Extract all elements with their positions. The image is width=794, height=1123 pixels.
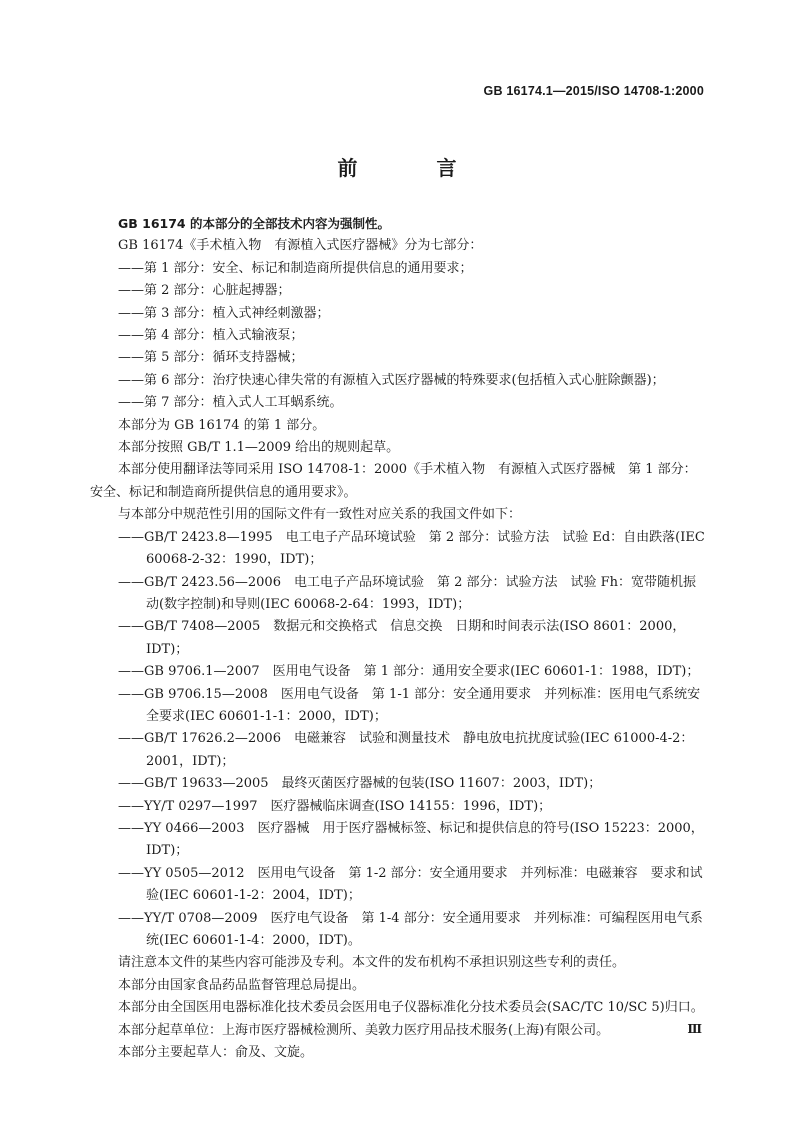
paragraph-proposed-by: 本部分由国家食品药品监督管理总局提出。 [118, 977, 366, 993]
list-item-reference: ——GB/T 7408—2005 数据元和交换格式 信息交换 日期和时间表示法(ISO 8601：2000，IDT)； [118, 619, 686, 657]
paragraph-drafting-rules: 本部分按照 GB/T 1.1—2009 给出的规则起草。 [118, 440, 400, 456]
paragraph-patent-notice: 请注意本文件的某些内容可能涉及专利。本文件的发布机构不承担识别这些专利的责任。 [118, 955, 626, 971]
paragraph-adoption-continued: 安全、标记和制造商所提供信息的通用要求》。 [90, 484, 357, 500]
list-item-part: ——第 3 部分：植入式神经刺激器； [118, 305, 330, 321]
list-item-reference: ——YY/T 0708—2009 医疗电气设备 第 1-4 部分：安全通用要求 并列标准：可编程医用电气系统(IEC 60601-1-4：2000，IDT)。 [118, 910, 703, 948]
paragraph-drafters: 本部分主要起草人：俞及、文旋。 [118, 1045, 314, 1061]
list-item-part: ——第 7 部分：植入式人工耳蜗系统。 [118, 395, 343, 411]
page-number: Ⅲ [687, 1022, 702, 1036]
page-title: 前 言 [337, 156, 493, 180]
list-item-reference: ——GB 9706.15—2008 医用电气设备 第 1-1 部分：安全通用要求 并列标准：医用电气系统安全要求(IEC 60601-1-1：2000，IDT)； [118, 686, 701, 724]
paragraph-references-intro: 与本部分中规范性引用的国际文件有一致性对应关系的我国文件如下： [118, 507, 522, 523]
list-item-reference: ——YY 0505—2012 医用电气设备 第 1-2 部分：安全通用要求 并列标准：电磁兼容 要求和试验(IEC 60601-1-2：2004，IDT)； [118, 865, 703, 904]
list-item-reference: ——GB/T 2423.8—1995 电工电子产品环境试验 第 2 部分：试验方法 试验 Ed：自由跌落(IEC 60068-2-32：1990，IDT)； [118, 529, 705, 568]
standard-code-header: GB 16174.1—2015/ISO 14708-1:2000 [483, 84, 704, 98]
paragraph-centralized-by: 本部分由全国医用电器标准化技术委员会医用电子仪器标准化分技术委员会(SAC/TC 10/SC 5)归口。 [118, 1000, 704, 1016]
list-item-part: ——第 5 部分：循环支持器械； [118, 350, 304, 366]
list-item-reference: ——YY/T 0297—1997 医疗器械临床调查(ISO 14155：1996，IDT)； [118, 798, 552, 814]
paragraph-drafting-units: 本部分起草单位：上海市医疗器械检测所、美敦力医疗用品技术服务(上海)有限公司。 [118, 1022, 610, 1038]
foreword-body [90, 213, 706, 1064]
paragraph-mandatory: GB 16174 的本部分的全部技术内容为强制性。 [118, 216, 390, 231]
list-item-reference: ——GB/T 2423.56—2006 电工电子产品环境试验 第 2 部分：试验方法 试验 Fh：宽带随机振动(数字控制)和导则(IEC 60068-2-64：1993，IDT)； [118, 574, 697, 612]
list-item-reference: ——GB/T 17626.2—2006 电磁兼容 试验和测量技术 静电放电抗扰度试验(IEC 61000-4-2：2001，IDT)； [118, 731, 694, 769]
paragraph-part-number: 本部分为 GB 16174 的第 1 部分。 [118, 417, 326, 433]
list-item-part: ——第 6 部分：治疗快速心律失常的有源植入式医疗器械的特殊要求(包括植入式心脏除颤器)； [118, 372, 665, 388]
list-item-reference: ——YY 0466—2003 医疗器械 用于医疗器械标签、标记和提供信息的符号(ISO 15223：2000，IDT)； [118, 820, 704, 859]
paragraph-parts-intro: GB 16174《手术植入物 有源植入式医疗器械》分为七部分： [118, 238, 483, 254]
list-item-reference: ——GB/T 19633—2005 最终灭菌医疗器械的包装(ISO 11607：2003，IDT)； [118, 776, 602, 792]
paragraph-adoption: 本部分使用翻译法等同采用 ISO 14708-1：2000《手术植入物 有源植入式医疗器械 第 1 部分： [118, 462, 697, 478]
list-item-part: ——第 1 部分：安全、标记和制造商所提供信息的通用要求； [118, 260, 473, 276]
list-item-part: ——第 2 部分：心脏起搏器； [118, 283, 291, 299]
list-item-part: ——第 4 部分：植入式输液泵； [118, 328, 304, 344]
list-item-reference: ——GB 9706.1—2007 医用电气设备 第 1 部分：通用安全要求(IEC 60601-1：1988，IDT)； [118, 664, 700, 680]
